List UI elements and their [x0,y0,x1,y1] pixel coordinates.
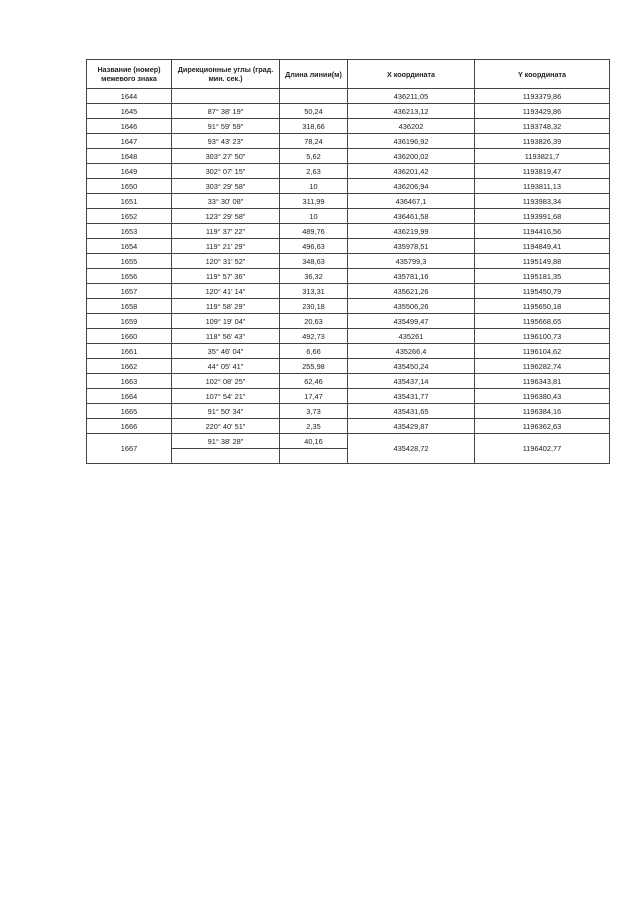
table-row [87,119,610,134]
line-length-cell: 311,99 [280,194,348,209]
header-line-length: Длина линии(м) [280,60,348,89]
direction-angle-cell: 303° 29' 58" [172,179,280,194]
point-name-cell: 1650 [87,179,172,194]
y-coordinate-cell: 1193991,68 [475,209,610,224]
x-coordinate-cell: 436211,05 [348,89,475,104]
point-name-cell: 1667 [87,434,172,464]
line-length-cell: 230,18 [280,299,348,314]
point-name-cell: 1647 [87,134,172,149]
header-y-coordinate: Y координата [475,60,610,89]
line-length-cell: 348,63 [280,254,348,269]
x-coordinate-cell: 435499,47 [348,314,475,329]
x-coordinate-cell: 436219,99 [348,224,475,239]
point-name-cell: 1663 [87,374,172,389]
y-coordinate-cell: 1194849,41 [475,239,610,254]
x-coordinate-cell: 435450,24 [348,359,475,374]
table-row [87,134,610,149]
x-coordinate-cell: 435261 [348,329,475,344]
point-name-cell: 1645 [87,104,172,119]
point-name-cell: 1659 [87,314,172,329]
table-row [87,374,610,389]
point-name-cell: 1646 [87,119,172,134]
table-row [87,359,610,374]
line-length-cell: 2,35 [280,419,348,434]
table-row [87,419,610,434]
boundary-coordinates-table [86,59,610,464]
y-coordinate-cell: 1196402,77 [475,434,610,464]
line-length-cell: 313,31 [280,284,348,299]
empty-length-cell [280,449,348,464]
y-coordinate-cell: 1193819,47 [475,164,610,179]
y-coordinate-cell: 1196380,43 [475,389,610,404]
direction-angle-cell: 102° 08' 25" [172,374,280,389]
direction-angle-cell: 109° 19' 04" [172,314,280,329]
direction-angle-cell: 220° 40' 51" [172,419,280,434]
point-name-cell: 1661 [87,344,172,359]
point-name-cell: 1657 [87,284,172,299]
x-coordinate-cell: 436200,02 [348,149,475,164]
table-body [87,89,610,464]
point-name-cell: 1665 [87,404,172,419]
y-coordinate-cell: 1194416,56 [475,224,610,239]
table-row [87,434,610,449]
x-coordinate-cell: 436196,92 [348,134,475,149]
line-length-cell: 10 [280,179,348,194]
x-coordinate-cell: 436467,1 [348,194,475,209]
point-name-cell: 1651 [87,194,172,209]
empty-angle-cell [172,449,280,464]
line-length-cell: 492,73 [280,329,348,344]
direction-angle-cell: 119° 21' 29" [172,239,280,254]
line-length-cell: 62,46 [280,374,348,389]
header-direction-angles: Дирекционные углы (град. мин. сек.) [172,60,280,89]
table-row [87,209,610,224]
table-row [87,329,610,344]
direction-angle-cell: 119° 58' 29" [172,299,280,314]
direction-angle-cell: 123° 29' 58" [172,209,280,224]
point-name-cell: 1662 [87,359,172,374]
y-coordinate-cell: 1196282,74 [475,359,610,374]
line-length-cell: 78,24 [280,134,348,149]
line-length-cell: 489,76 [280,224,348,239]
line-length-cell: 10 [280,209,348,224]
y-coordinate-cell: 1193379,86 [475,89,610,104]
table-row [87,164,610,179]
line-length-cell: 6,66 [280,344,348,359]
direction-angle-cell: 91° 38' 28" [172,434,280,449]
y-coordinate-cell: 1195668,65 [475,314,610,329]
y-coordinate-cell: 1195181,35 [475,269,610,284]
x-coordinate-cell: 435429,87 [348,419,475,434]
line-length-cell: 2,63 [280,164,348,179]
table-row [87,269,610,284]
direction-angle-cell: 91° 50' 34" [172,404,280,419]
direction-angle-cell: 302° 07' 15" [172,164,280,179]
direction-angle-cell: 35° 46' 04" [172,344,280,359]
line-length-cell: 255,98 [280,359,348,374]
point-name-cell: 1644 [87,89,172,104]
y-coordinate-cell: 1196104,62 [475,344,610,359]
point-name-cell: 1648 [87,149,172,164]
y-coordinate-cell: 1196100,73 [475,329,610,344]
y-coordinate-cell: 1195149,88 [475,254,610,269]
x-coordinate-cell: 435781,16 [348,269,475,284]
direction-angle-cell: 91° 59' 59" [172,119,280,134]
empty-length-cell [280,89,348,104]
direction-angle-cell: 33° 30' 08" [172,194,280,209]
point-name-cell: 1664 [87,389,172,404]
y-coordinate-cell: 1195650,18 [475,299,610,314]
table-row [87,284,610,299]
line-length-cell: 17,47 [280,389,348,404]
direction-angle-cell: 119° 57' 36" [172,269,280,284]
y-coordinate-cell: 1193811,13 [475,179,610,194]
direction-angle-cell: 120° 41' 14" [172,284,280,299]
table-row [87,179,610,194]
x-coordinate-cell: 435428,72 [348,434,475,464]
x-coordinate-cell: 435506,26 [348,299,475,314]
point-name-cell: 1653 [87,224,172,239]
direction-angle-cell: 303° 27' 50" [172,149,280,164]
x-coordinate-cell: 436202 [348,119,475,134]
y-coordinate-cell: 1196343,81 [475,374,610,389]
line-length-cell: 3,73 [280,404,348,419]
x-coordinate-cell: 435431,77 [348,389,475,404]
table-row [87,254,610,269]
line-length-cell: 318,66 [280,119,348,134]
table-row [87,389,610,404]
direction-angle-cell: 118° 56' 43" [172,329,280,344]
point-name-cell: 1660 [87,329,172,344]
y-coordinate-cell: 1193983,34 [475,194,610,209]
y-coordinate-cell: 1193826,39 [475,134,610,149]
point-name-cell: 1652 [87,209,172,224]
table-row [87,89,610,104]
y-coordinate-cell: 1193748,32 [475,119,610,134]
table-row [87,404,610,419]
x-coordinate-cell: 435437,14 [348,374,475,389]
point-name-cell: 1654 [87,239,172,254]
table-row [87,149,610,164]
table-header-row [87,60,610,89]
point-name-cell: 1649 [87,164,172,179]
header-point-name: Название (номер) межевого знака [87,60,172,89]
x-coordinate-cell: 435978,51 [348,239,475,254]
y-coordinate-cell: 1193821,7 [475,149,610,164]
table-row [87,224,610,239]
x-coordinate-cell: 435621,26 [348,284,475,299]
y-coordinate-cell: 1196362,63 [475,419,610,434]
empty-angle-cell [172,89,280,104]
point-name-cell: 1655 [87,254,172,269]
table-row [87,104,610,119]
x-coordinate-cell: 436206,94 [348,179,475,194]
direction-angle-cell: 93° 43' 23" [172,134,280,149]
direction-angle-cell: 119° 37' 22" [172,224,280,239]
x-coordinate-cell: 435799,3 [348,254,475,269]
line-length-cell: 40,16 [280,434,348,449]
direction-angle-cell: 107° 54' 21" [172,389,280,404]
table-row [87,344,610,359]
x-coordinate-cell: 435431,65 [348,404,475,419]
direction-angle-cell: 87° 38' 19" [172,104,280,119]
line-length-cell: 36,32 [280,269,348,284]
direction-angle-cell: 44° 05' 41" [172,359,280,374]
x-coordinate-cell: 436461,58 [348,209,475,224]
y-coordinate-cell: 1196384,16 [475,404,610,419]
line-length-cell: 20,63 [280,314,348,329]
table-row [87,194,610,209]
x-coordinate-cell: 435266,4 [348,344,475,359]
table-row [87,314,610,329]
line-length-cell: 5,62 [280,149,348,164]
x-coordinate-cell: 436213,12 [348,104,475,119]
header-x-coordinate: X координата [348,60,475,89]
table-row [87,299,610,314]
line-length-cell: 496,63 [280,239,348,254]
line-length-cell: 50,24 [280,104,348,119]
y-coordinate-cell: 1193429,86 [475,104,610,119]
table-row [87,239,610,254]
point-name-cell: 1666 [87,419,172,434]
point-name-cell: 1658 [87,299,172,314]
direction-angle-cell: 120° 31' 52" [172,254,280,269]
x-coordinate-cell: 436201,42 [348,164,475,179]
point-name-cell: 1656 [87,269,172,284]
y-coordinate-cell: 1195450,79 [475,284,610,299]
